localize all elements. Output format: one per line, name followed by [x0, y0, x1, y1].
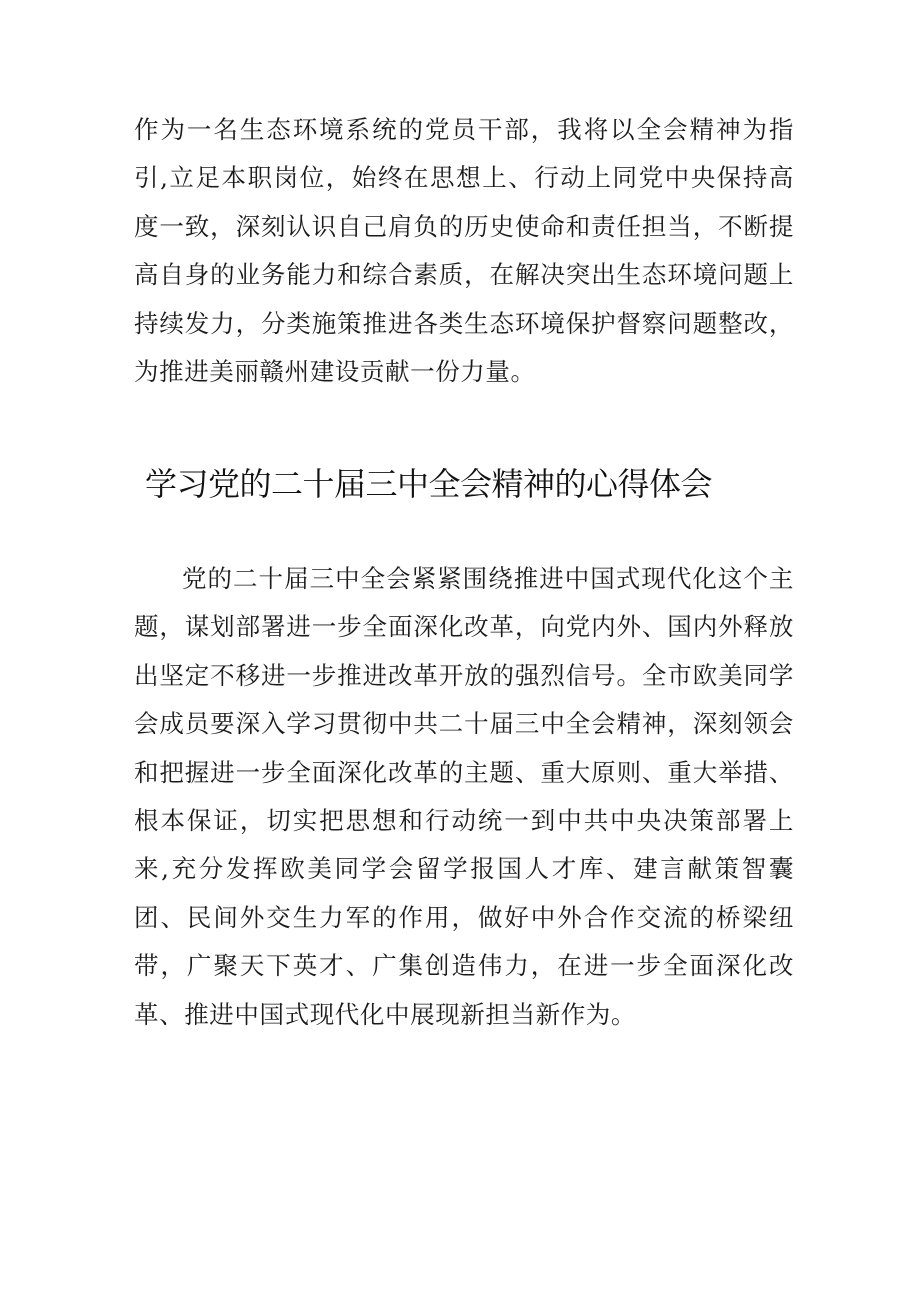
body-paragraph: 党的二十届三中全会紧紧围绕推进中国式现代化这个主题，谋划部署进一步全面深化改革，向党内外、国内外释放出坚定不移进一步推进改革开放的强烈信号。全市欧美同学会成员要深入学习贯彻中共二十届三中全会精神，深刻领会和把握进一步全面深化改革的主题、重大原则、重大举措、根本保证，切实把思想和行动统一到中共中央决策部署上来,充分发挥欧美同学会留学报国人才库、建言献策智囊团、民间外交生力军的作用，做好中外合作交流的桥梁纽带，广聚天下英才、广集创造伟力，在进一步全面深化改革、推进中国式现代化中展现新担当新作为。 [134, 564, 794, 1029]
section-title: 学习党的二十届三中全会精神的心得体会 [145, 465, 713, 503]
intro-paragraph: 作为一名生态环境系统的党员干部，我将以全会精神为指引,立足本职岗位，始终在思想上、行动上同党中央保持高度一致，深刻认识自己肩负的历史使命和责任担当，不断提高自身的业务能力和综合素质，在解决突出生态环境问题上持续发力，分类施策推进各类生态环境保护督察问题整改，为推进美丽赣州建设贡献一份力量。 [134, 115, 794, 387]
